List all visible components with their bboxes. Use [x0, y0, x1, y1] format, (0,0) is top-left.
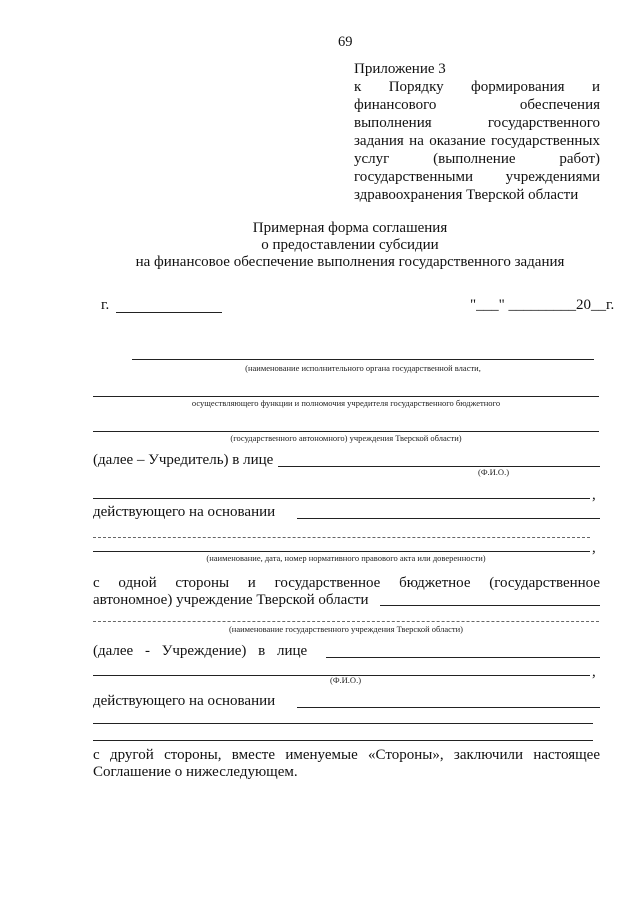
appendix-line: государственными учреждениями — [354, 169, 600, 185]
institution-name-extra-line[interactable] — [93, 621, 599, 622]
date-field[interactable]: "___" _________20__г. — [470, 297, 615, 313]
acting-basis-extra-line-2[interactable] — [93, 723, 593, 724]
page-number: 69 — [338, 34, 353, 50]
comma: , — [592, 487, 596, 503]
acting-basis-label: действующего на основании — [93, 504, 276, 520]
appendix-line: услуг (выполнение работ) — [354, 151, 600, 167]
founder-fio-caption: (Ф.И.О.) — [478, 467, 510, 477]
institution-type-caption: (государственного автономного) учреждения Тверской области) — [230, 433, 462, 443]
functions-input-line[interactable] — [93, 396, 599, 397]
institution-head-input-line[interactable] — [326, 657, 600, 658]
acting-basis-extra-line[interactable] — [93, 537, 590, 538]
acting-basis-input-line-2[interactable] — [297, 707, 600, 708]
city-label: г. — [101, 297, 110, 313]
form-heading-line1: Примерная форма соглашения — [252, 220, 448, 236]
acting-basis-extra-line-3[interactable] — [93, 740, 593, 741]
appendix-reference — [354, 78, 600, 204]
appendix-line: выполнения государственного — [354, 115, 600, 131]
appendix-line: здравоохранения Тверской области — [354, 187, 579, 203]
institution-type-input-line[interactable] — [93, 431, 599, 432]
comma: , — [592, 540, 596, 556]
one-side-text-2: автономное) учреждение Тверской области — [93, 592, 369, 608]
other-side-text: с другой стороны, вместе именуемые «Стороны», заключили настоящее — [93, 747, 600, 763]
appendix-line: финансового обеспечения — [354, 97, 600, 113]
executive-body-input-line[interactable] — [132, 359, 594, 360]
form-heading-line3: на финансовое обеспечение выполнения государственного задания — [135, 254, 565, 270]
comma: , — [592, 664, 596, 680]
acting-basis-input-line[interactable] — [297, 518, 600, 519]
one-side-text: с одной стороны и государственное бюджетное (государственное — [93, 575, 600, 591]
institution-label: (далее - Учреждение) в лице — [93, 643, 308, 659]
founder-label: (далее – Учредитель) в лице — [93, 452, 274, 468]
city-input-line[interactable] — [116, 312, 222, 313]
acting-basis-label-2: действующего на основании — [93, 693, 276, 709]
functions-caption: осуществляющего функции и полномочия учредителя государственного бюджетного — [191, 398, 501, 408]
executive-body-caption: (наименование исполнительного органа государственной власти, — [245, 363, 481, 373]
legal-act-input-line[interactable] — [93, 551, 590, 552]
founder-name-input-line[interactable] — [278, 466, 600, 467]
appendix-line: к Порядку формирования и — [354, 79, 600, 95]
other-side-text-2: Соглашение о нижеследующем. — [93, 764, 298, 780]
form-heading-line2: о предоставлении субсидии — [261, 237, 439, 253]
institution-name-caption: (наименование государственного учреждения Тверской области) — [228, 624, 464, 634]
founder-extra-line[interactable] — [93, 498, 590, 499]
institution-fio-caption: (Ф.И.О.) — [330, 675, 362, 685]
appendix-line: задания на оказание государственных — [354, 133, 600, 149]
institution-name-input-line[interactable] — [380, 605, 600, 606]
appendix-title: Приложение 3 — [354, 61, 446, 77]
legal-act-caption: (наименование, дата, номер нормативного правового акта или доверенности) — [206, 553, 486, 563]
